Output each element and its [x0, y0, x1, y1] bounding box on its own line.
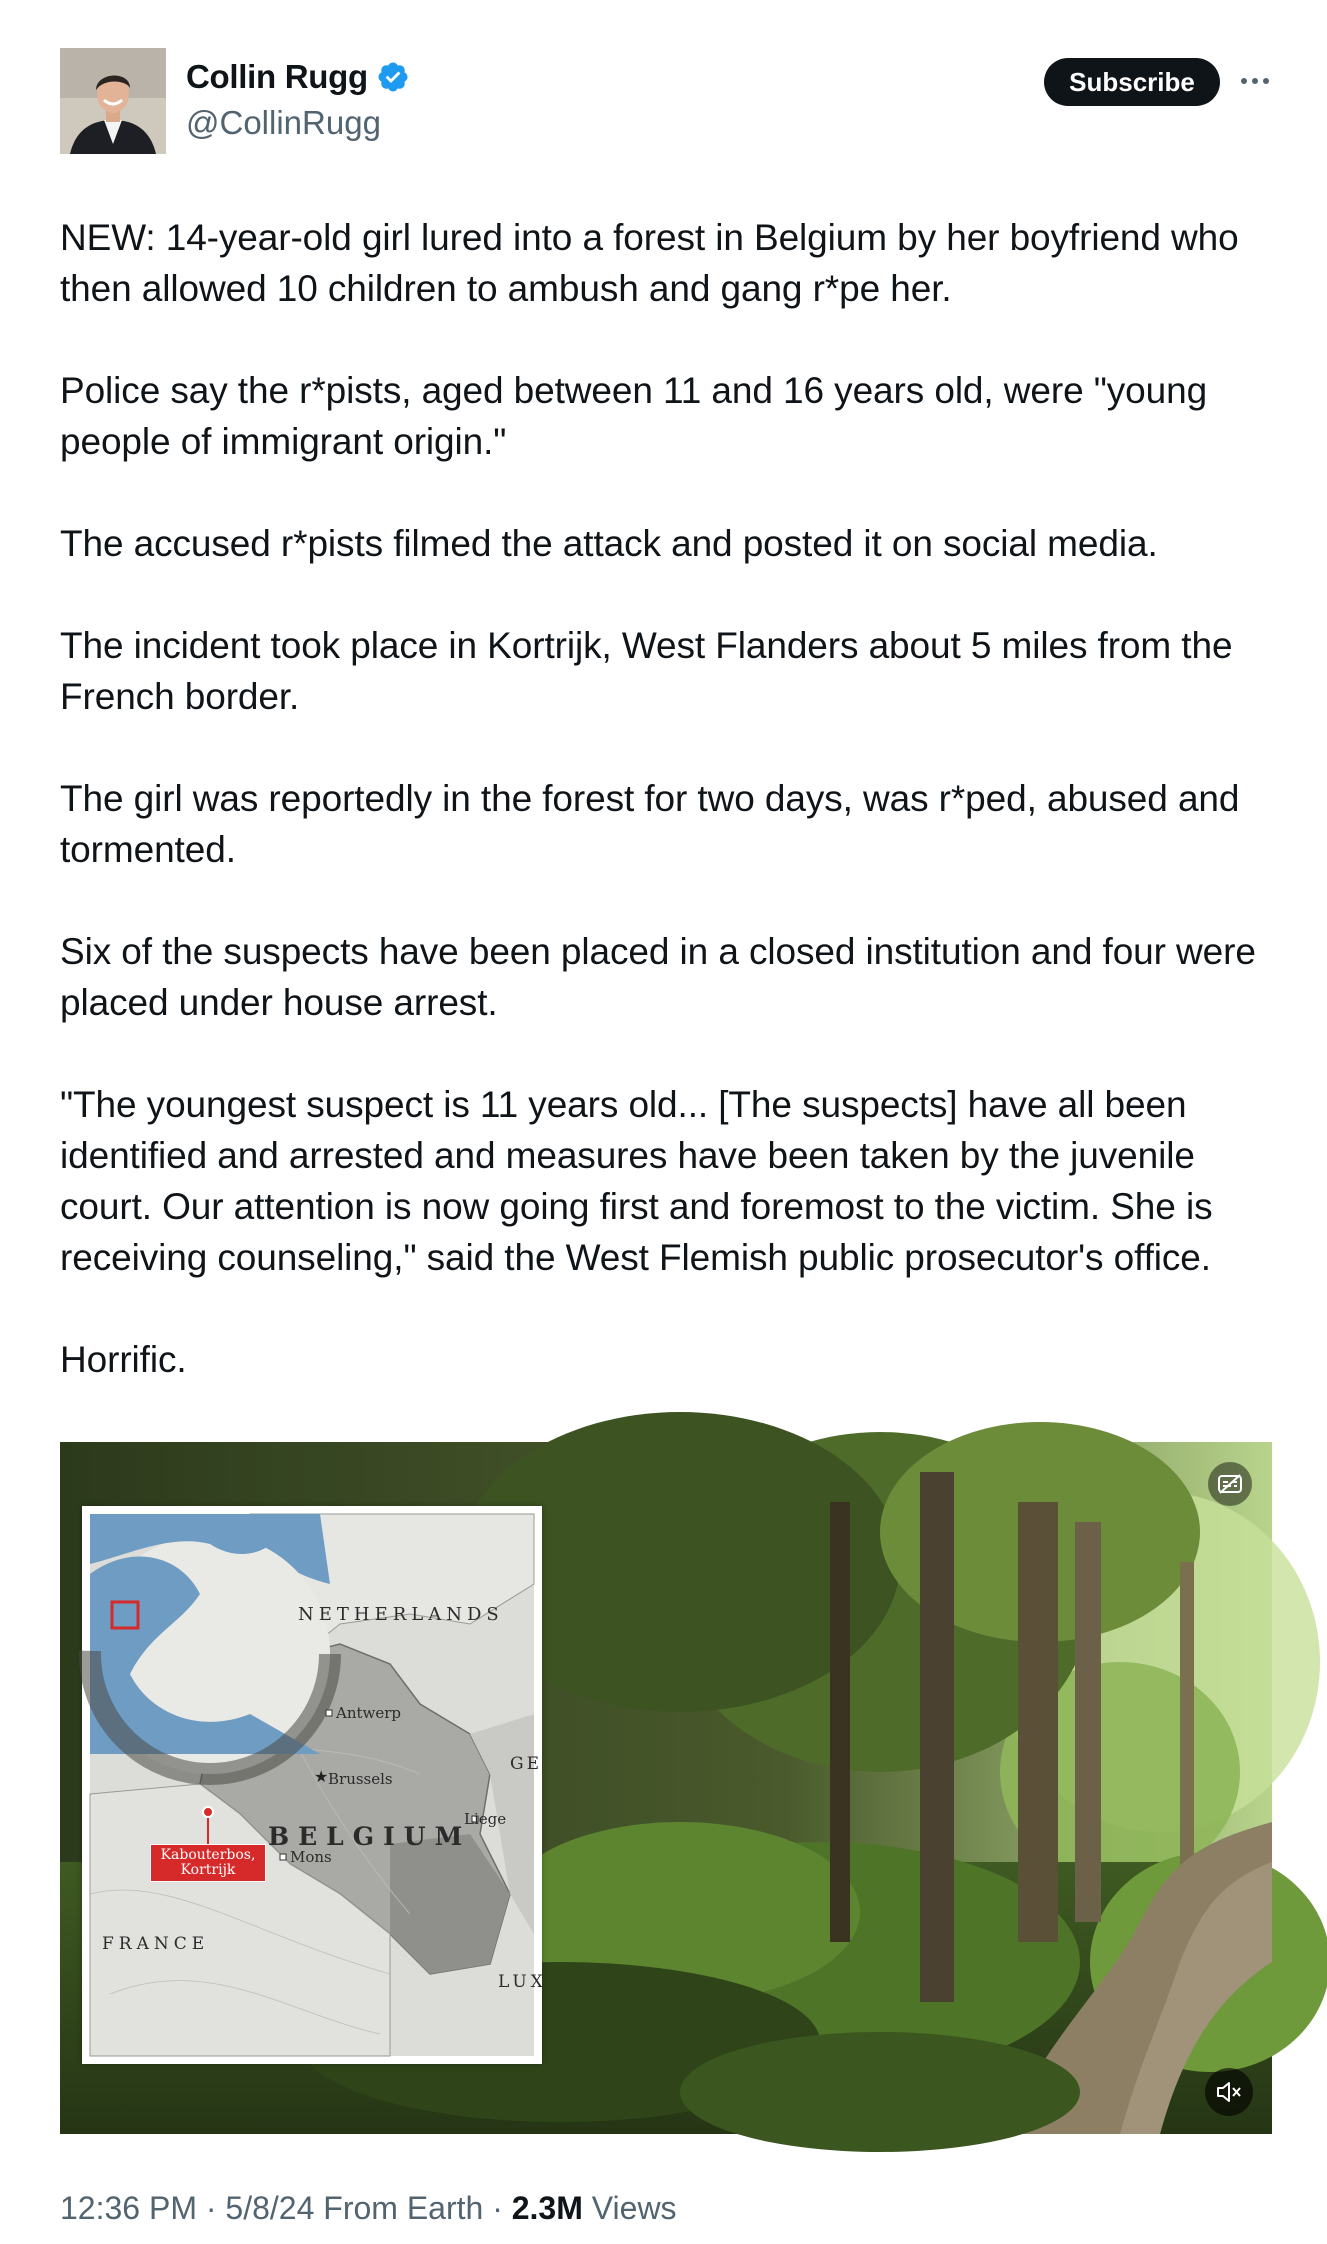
- more-horizontal-icon[interactable]: [1238, 66, 1272, 96]
- mute-button[interactable]: [1205, 2068, 1253, 2116]
- tweet-paragraph: NEW: 14-year-old girl lured into a forest in Belgium by her boyfriend who then allowed 10 children to ambush and gang r*pe her.: [60, 217, 1239, 309]
- map-inset: [82, 1506, 547, 2064]
- tweet-text: [60, 212, 1290, 1436]
- tweet-video[interactable]: [60, 1442, 1272, 2134]
- map-label-antwerp: Antwerp: [336, 1704, 402, 1722]
- views-count[interactable]: 2.3M: [511, 2190, 583, 2226]
- belgium-map: [90, 1514, 534, 2056]
- map-label-belgium: BELGIUM: [268, 1822, 472, 1851]
- tweet-paragraph: "The youngest suspect is 11 years old... [The suspects] have all been identified and arrested and measures have been taken by the juvenile court. Our attention is now going first and foremost to the victim. She is receiving counseling," said the West Flemish public prosecutor's office.: [60, 1084, 1213, 1278]
- marker-line-2: Kortrijk: [180, 1862, 236, 1878]
- map-label-brussels: Brussels: [328, 1770, 393, 1788]
- tweet-date[interactable]: 5/8/24: [225, 2190, 315, 2226]
- captions-icon: [1217, 1473, 1243, 1495]
- tweet-paragraph: Police say the r*pists, aged between 11 and 16 years old, were "young people of immigrant origin.": [60, 370, 1208, 462]
- tweet-time[interactable]: 12:36 PM: [60, 2190, 197, 2226]
- tweet-paragraph: The accused r*pists filmed the attack and posted it on social media.: [60, 523, 1158, 564]
- subscribe-button[interactable]: Subscribe: [1044, 58, 1220, 106]
- meta-separator: ·: [196, 2190, 226, 2226]
- author-display-name[interactable]: Collin Rugg: [186, 58, 368, 95]
- marker-line-1: Kabouterbos,: [160, 1847, 256, 1863]
- author-handle[interactable]: @CollinRugg: [186, 104, 381, 141]
- map-label-luxembourg: LUX: [498, 1972, 547, 1992]
- tweet-paragraph: Six of the suspects have been placed in a closed institution and four were placed under house arrest.: [60, 931, 1256, 1023]
- tweet-meta: [60, 2190, 677, 2227]
- tweet-paragraph: Horrific.: [60, 1339, 187, 1380]
- map-label-netherlands: NETHERLANDS: [298, 1604, 504, 1625]
- muted-speaker-icon: [1215, 2080, 1243, 2104]
- views-label: Views: [582, 2190, 677, 2226]
- tweet-source: From Earth: [314, 2190, 484, 2226]
- captions-button[interactable]: [1208, 1462, 1252, 1506]
- author-info: [186, 58, 410, 142]
- svg-text:★: ★: [314, 1767, 329, 1786]
- map-label-mons: Mons: [290, 1848, 332, 1866]
- map-label-liege: Liege: [464, 1810, 507, 1828]
- map-label-germany: GE: [510, 1754, 542, 1774]
- author-avatar[interactable]: [60, 48, 166, 154]
- avatar-photo: [60, 48, 166, 154]
- verified-badge-icon[interactable]: [376, 60, 410, 94]
- map-label-france: FRANCE: [102, 1934, 210, 1954]
- tweet-paragraph: The girl was reportedly in the forest for two days, was r*ped, abused and tormented.: [60, 778, 1240, 870]
- tweet-paragraph: The incident took place in Kortrijk, West Flanders about 5 miles from the French border.: [60, 625, 1233, 717]
- meta-separator: ·: [483, 2190, 512, 2226]
- kortrijk-marker-label: [150, 1844, 266, 1882]
